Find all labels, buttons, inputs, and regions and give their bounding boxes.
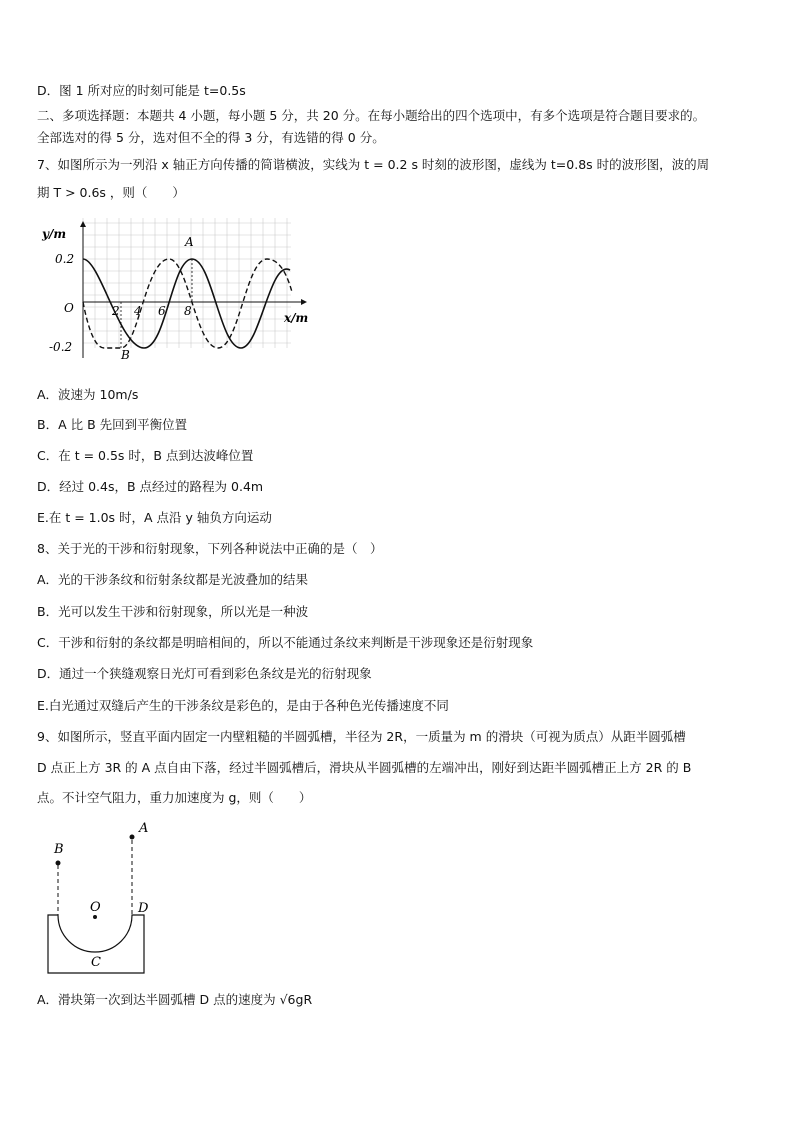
label-a: A	[139, 821, 149, 836]
y-tick-neg0.2: -0.2	[49, 340, 73, 354]
wave-figure	[38, 218, 323, 368]
q8-option-a: A．光的干涉条纹和衍射条纹都是光波叠加的结果	[37, 572, 309, 587]
x-tick-4: 4	[134, 304, 142, 318]
q7-option-a: A．波速为 10m/s	[37, 387, 139, 402]
point-o-dot	[93, 915, 97, 919]
origin-label: O	[64, 301, 74, 315]
point-b-label: B	[121, 348, 130, 362]
point-a-dot	[130, 835, 135, 840]
q9-stem-line2: D 点正上方 3R 的 A 点自由下落，经过半圆弧槽后，滑块从半圆弧槽的左端冲出，刚好到达距半圆弧槽正上方 2R 的 B	[37, 760, 692, 775]
q9-stem-line3: 点。不计空气阻力，重力加速度为 g，则（ ）	[37, 790, 312, 805]
y-tick-0.2: 0.2	[55, 252, 75, 266]
bowl-figure	[40, 815, 170, 980]
q7-option-b: B．A 比 B 先回到平衡位置	[37, 417, 188, 432]
x-tick-6: 6	[158, 304, 166, 318]
q8-option-c: C．干涉和衍射的条纹都是明暗相间的，所以不能通过条纹来判断是干涉现象还是衍射现象	[37, 635, 534, 650]
section-heading: 二、多项选择题：本题共 4 小题，每小题 5 分，共 20 分。在每小题给出的四个选项中，有多个选项是符合题目要求的。	[37, 108, 706, 123]
q7-stem-line2: 期 T > 0.6s ，则（ ）	[37, 185, 185, 200]
q8-option-e: E.白光通过双缝后产生的干涉条纹是彩色的，是由于各种色光传播速度不同	[37, 698, 449, 713]
q9-stem-line1: 9、如图所示，竖直平面内固定一内壁粗糙的半圆弧槽，半径为 2R，一质量为 m 的滑块（可视为质点）从距半圆弧槽	[37, 729, 686, 744]
label-o: O	[90, 900, 101, 915]
q9-option-a: A．滑块第一次到达半圆弧槽 D 点的速度为 √6gR	[37, 992, 313, 1007]
q8-stem: 8、关于光的干涉和衍射现象，下列各种说法中正确的是（ ）	[37, 541, 383, 556]
x-axis-label: x/m	[284, 311, 309, 325]
q8-option-d: D．通过一个狭缝观察日光灯可看到彩色条纹是光的衍射现象	[37, 666, 372, 681]
x-tick-2: 2	[112, 304, 120, 318]
y-axis-label: y/m	[42, 227, 67, 241]
q8-option-b: B．光可以发生干涉和衍射现象，所以光是一种波	[37, 604, 309, 619]
q7-stem-line1: 7、如图所示为一列沿 x 轴正方向传播的简谐横波，实线为 t = 0.2 s 时刻的波形图，虚线为 t=0.8s 时的波形图，波的周	[37, 157, 710, 172]
point-b-dot	[56, 861, 61, 866]
label-d: D	[138, 901, 149, 916]
x-tick-8: 8	[184, 304, 192, 318]
section-instructions: 全部选对的得 5 分，选对但不全的得 3 分，有选错的得 0 分。	[37, 130, 385, 145]
label-c: C	[91, 955, 101, 970]
point-a-label: A	[185, 235, 194, 249]
label-b: B	[54, 842, 64, 857]
q7-option-c: C．在 t = 0.5s 时，B 点到达波峰位置	[37, 448, 254, 463]
q7-option-e: E.在 t = 1.0s 时，A 点沿 y 轴负方向运动	[37, 510, 272, 525]
line-option-d: D．图 1 所对应的时刻可能是 t=0.5s	[37, 83, 246, 98]
q7-option-d: D．经过 0.4s，B 点经过的路程为 0.4m	[37, 479, 264, 494]
